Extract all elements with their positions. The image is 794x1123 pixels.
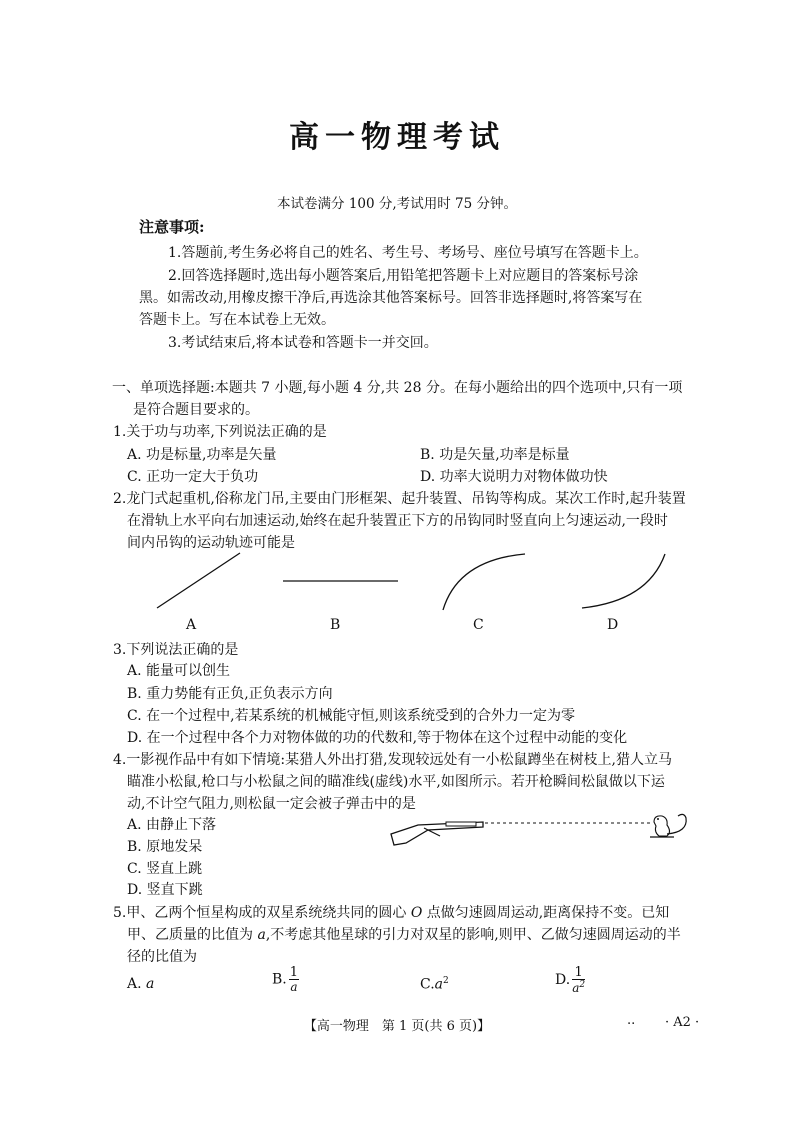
q5-ratio-symbol: a (257, 927, 266, 943)
notice-line-5: 3.考试结束后,将本试卷和答题卡一并交回。 (168, 335, 438, 351)
trajectory-c-curve (443, 554, 525, 610)
q5-stem-3: 径的比值为 (127, 949, 197, 965)
q5-option-b-numerator: 1 (289, 965, 299, 980)
q5-option-a-label: A. (127, 976, 142, 992)
q1-option-b: B. 功是矢量,功率是标量 (420, 447, 570, 463)
q1-option-c: C. 正功一定大于负功 (127, 469, 259, 485)
q5-option-d-den-base: a (572, 981, 580, 995)
q2-trajectory-figures (140, 548, 680, 618)
q5-option-d-label: D. (555, 972, 571, 988)
notice-line-1: 1.答题前,考生务必将自己的姓名、考生号、考场号、座位号填写在答题卡上。 (168, 245, 648, 261)
q5-option-d-denominator (572, 980, 585, 994)
paper-code: · A2 · (665, 1015, 700, 1030)
q4-stem-3: 动,不计空气阻力,则松鼠一定会被子弹击中的是 (127, 796, 416, 812)
q5-stem-1-part-a: 5.甲、乙两个恒星构成的双星系统绕共同的圆心 (113, 905, 411, 921)
trajectory-a-line (157, 553, 240, 608)
q3-option-d: D. 在一个过程中各个力对物体做的功的代数和,等于物体在这个过程中动能的变化 (127, 730, 628, 746)
q5-option-c-base: a (434, 976, 444, 993)
notice-heading: 注意事项: (139, 218, 205, 236)
q3-option-a: A. 能量可以创生 (127, 663, 231, 679)
q2-label-b: B (330, 617, 341, 633)
q3-option-b: B. 重力势能有正负,正负表示方向 (127, 686, 333, 702)
q2-label-c: C (473, 617, 484, 633)
q5-option-b-fraction (289, 966, 299, 993)
q2-stem-1: 2.龙门式起重机,俗称龙门吊,主要由门形框架、起升装置、吊钩等构成。某次工作时,起升装置 (113, 491, 686, 507)
q5-option-d-numerator: 1 (572, 966, 585, 980)
q5-stem-2-part-b: ,不考虑其他星球的引力对双星的影响,则甲、乙做匀速圆周运动的半 (265, 927, 681, 943)
q4-hunter-squirrel-figure (388, 808, 700, 852)
q4-stem-1: 4.一影视作品中有如下情境:某猎人外出打猎,发现较远处有一小松鼠蹲坐在树枝上,猎人立马 (113, 752, 672, 768)
q1-stem: 1.关于功与功率,下列说法正确的是 (113, 424, 327, 440)
footer-dots: .. (627, 1013, 636, 1028)
q5-option-d-fraction (572, 966, 585, 994)
q5-option-c-exponent: 2 (443, 976, 449, 986)
q3-stem: 3.下列说法正确的是 (113, 642, 239, 658)
rifle-icon (391, 822, 483, 845)
q5-option-d-den-exponent: 2 (579, 980, 586, 990)
q5-stem-1-part-b: 点做匀速圆周运动,距离保持不变。已知 (422, 905, 670, 921)
q5-option-d (555, 966, 585, 994)
notice-line-2: 2.回答选择题时,选出每小题答案后,用铅笔把答题卡上对应题目的答案标号涂 (168, 268, 639, 284)
notice-line-3: 黑。如需改动,用橡皮擦干净后,再选涂其他答案标号。回答非选择题时,将答案写在 (139, 290, 643, 306)
section-heading-cont: 是符合题目要求的。 (133, 402, 259, 418)
section-heading: 一、单项选择题:本题共 7 小题,每小题 4 分,共 28 分。在每小题给出的四个选项中,只有一项 (112, 380, 683, 396)
q3-option-c: C. 在一个过程中,若某系统的机械能守恒,则该系统受到的合外力一定为零 (127, 708, 576, 724)
trajectory-d-curve (582, 554, 665, 608)
q5-option-b (272, 966, 299, 993)
q5-stem-2 (127, 924, 681, 944)
page-title: 高一物理考试 (289, 120, 505, 155)
exam-info: 本试卷满分 100 分,考试用时 75 分钟。 (277, 196, 517, 212)
q2-stem-2: 在滑轨上水平向右加速运动,始终在起升装置正下方的吊钩同时竖直向上匀速运动,一段时 (127, 513, 668, 529)
q5-option-a (127, 976, 154, 992)
q5-option-b-denominator: a (290, 980, 298, 994)
q4-option-c: C. 竖直上跳 (127, 861, 203, 877)
q1-option-a: A. 功是标量,功率是矢量 (127, 447, 277, 463)
q2-stem-3: 间内吊钩的运动轨迹可能是 (127, 535, 295, 551)
q4-option-b: B. 原地发呆 (127, 839, 203, 855)
q4-option-d: D. 竖直下跳 (127, 882, 203, 898)
notice-line-4: 答题卡上。写在本试卷上无效。 (139, 312, 335, 328)
q5-option-a-value: a (146, 976, 155, 992)
q2-label-a: A (186, 617, 197, 633)
page-footer: 【高一物理 第 1 页(共 6 页)】 (303, 1019, 491, 1034)
q5-option-b-label: B. (272, 971, 287, 988)
q2-label-d: D (607, 617, 619, 633)
squirrel-icon (650, 814, 686, 837)
q1-option-d: D. 功率大说明力对物体做功快 (420, 469, 608, 485)
q5-option-c-label: C. (420, 976, 435, 993)
q5-center-symbol: O (410, 905, 423, 921)
q4-option-a: A. 由静止下落 (127, 817, 217, 833)
q5-stem-1 (113, 902, 669, 922)
q5-option-c (420, 976, 449, 993)
q4-stem-2: 瞄准小松鼠,枪口与小松鼠之间的瞄准线(虚线)水平,如图所示。若开枪瞬间松鼠做以下运 (127, 774, 665, 790)
q5-stem-2-part-a: 甲、乙质量的比值为 (127, 927, 258, 943)
